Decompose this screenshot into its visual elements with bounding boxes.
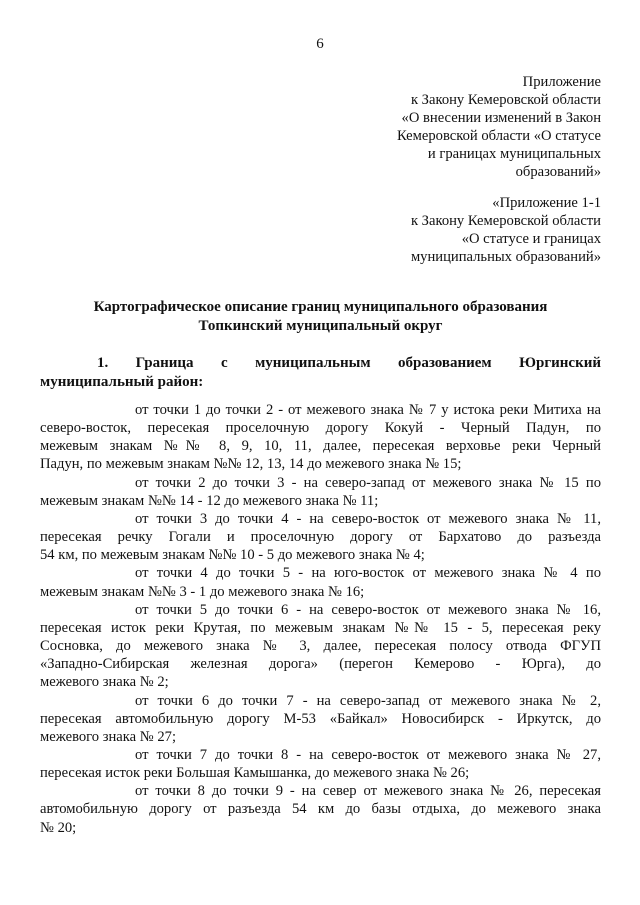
appendix-ref-line: муниципальных образований» [410,249,601,265]
appendix-header [397,73,601,181]
paragraph-line: северо-восток, пересекая проселочную дорогу Кокуй - Черный Падун, по [40,420,601,437]
paragraph-line: от точки 2 до точки 3 - на северо-запад от межевого знака № 15 по [135,474,601,491]
paragraph-line: от точки 3 до точки 4 - на северо-восток от межевого знака № 11, [135,510,601,527]
page-number: 6 [316,36,324,52]
paragraph-line: межевого знака № 2; [40,674,169,691]
paragraph-line: от точки 5 до точки 6 - на северо-восток от межевого знака № 16, [135,601,601,618]
paragraph-line: № 20; [40,819,77,836]
paragraph-line: пересекая исток реки Крутая, по межевым знакам №№ 15 - 5, пересекая реку [40,619,601,636]
section-heading-line: 1. Граница с муниципальным образованием Юргинский [97,355,601,371]
appendix-ref-line: «О статусе и границах [461,231,601,247]
boundary-paragraph [40,564,601,600]
paragraph-line: от точки 4 до точки 5 - на юго-восток от межевого знака № 4 по [135,565,601,582]
appendix-ref-line: «Приложение 1-1 [492,195,601,211]
boundary-paragraph [40,401,601,474]
appendix-line: и границах муниципальных [427,146,601,162]
paragraph-line: межевым знакам №№ 3 - 1 до межевого знака № 16; [40,583,365,600]
boundary-paragraph [40,510,601,564]
appendix-line: Приложение [522,74,601,90]
paragraph-line: Падун, по межевым знакам №№ 12, 13, 14 до межевого знака № 15; [40,456,462,473]
boundary-paragraph [40,692,601,746]
paragraph-line: «Западно-Сибирская железная дорога» (перегон Кемерово - Юрга), до [40,656,601,673]
appendix-reference-header [411,194,601,266]
paragraph-line: пересекая речку Гогали и проселочную дорогу от Бархатово до разъезда [40,529,601,546]
paragraph-line: от точки 1 до точки 2 - от межевого знака № 7 у истока реки Митиха на [135,402,601,418]
paragraph-line: межевого знака № 27; [40,728,177,745]
paragraph-line: пересекая автомобильную дорогу М-53 «Байкал» Новосибирск - Иркутск, до [40,710,601,727]
appendix-line: к Закону Кемеровской области [410,92,601,108]
paragraph-line: автомобильную дорогу от разъезда 54 км до базы отдыха, до межевого знака [40,801,601,818]
boundary-paragraph [40,746,601,782]
paragraph-line: 54 км, по межевым знакам №№ 10 - 5 до межевого знака № 4; [40,547,425,564]
paragraph-line: пересекая исток реки Большая Камышанка, до межевого знака № 26; [40,765,470,782]
boundary-paragraph [40,474,601,510]
paragraph-line: межевым знакам №№ 8, 9, 10, 11, далее, пересекая верховье реки Черный [40,438,601,455]
title-line: Картографическое описание границ муниципального образования [93,299,548,315]
paragraph-line: от точки 8 до точки 9 - на север от межевого знака № 26, пересекая [135,783,601,800]
appendix-line: образований» [515,164,601,180]
appendix-line: Кемеровской области «О статусе [396,128,601,144]
paragraph-line: Сосновка, до межевого знака № 3, далее, пересекая полосу отвода ФГУП [40,638,601,655]
paragraph-line: от точки 6 до точки 7 - на северо-запад от межевого знака № 2, [135,692,601,709]
boundary-description [40,401,601,837]
section-heading [40,354,601,392]
title-line: Топкинский муниципальный округ [198,318,443,334]
paragraph-line: от точки 7 до точки 8 - на северо-восток от межевого знака № 27, [135,746,601,763]
boundary-paragraph [40,601,601,692]
section-heading-continuation: муниципальный район: [40,374,204,390]
appendix-line: «О внесении изменений в Закон [401,110,601,126]
document-title [40,298,601,336]
paragraph-line: межевым знакам №№ 14 - 12 до межевого знака № 11; [40,492,379,509]
boundary-paragraph [40,782,601,836]
appendix-ref-line: к Закону Кемеровской области [410,213,601,229]
